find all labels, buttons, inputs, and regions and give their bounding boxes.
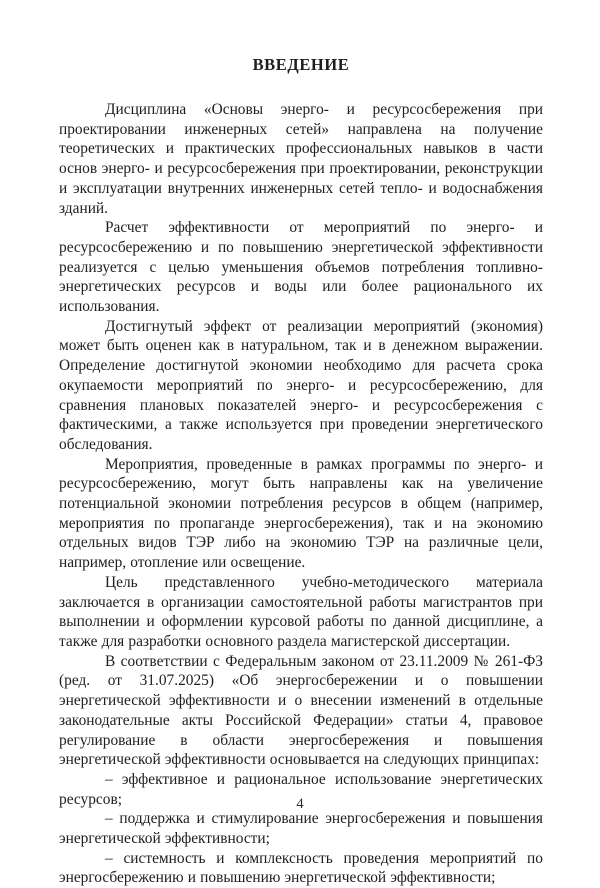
document-body (59, 100, 543, 888)
paragraph-federal-law: В соответствии с Федеральным законом от 23.11.2009 № 261-ФЗ (ред. от 31.07.2025) «Об энергосбережении и о повышении энергетической эффективности и о внесении изменений в отдельные законодательные акты Российской Федерации» статьи 4, правовое регулирование в области энергосбережения и повышения энергетической эффективности основывается на следующих принципах: (59, 652, 543, 769)
paragraph-achieved-effect: Достигнутый эффект от реализации мероприятий (экономия) может быть оценен как в натуральном, так и в денежном выражении. Определение достигнутой экономии необходимо для расчета срока окупаемости мероприятий по энерго- и ресурсосбережению, для сравнения плановых показателей энерго- и ресурсосбережения с фактическими, а также используется при проведении энергетического обследования. (59, 317, 543, 453)
list-item-principle-2: – поддержка и стимулирование энергосбережения и повышения энергетической эффективности; (59, 810, 543, 848)
paragraph-goal: Цель представленного учебно-методического материала заключается в организации самостоятельной работы магистрантов при выполнении и оформлении курсовой работы по данной дисциплине, а также для разработки основного раздела магистерской диссертации. (59, 573, 543, 650)
paragraph-discipline: Дисциплина «Основы энерго- и ресурсосбережения при проектировании инженерных сетей» направлена на получение теоретических и практических профессиональных навыков в части основ энерго- и ресурсосбережения при проектировании, реконструкции и эксплуатации внутренних инженерных сетей тепло- и водоснабжения зданий. (59, 101, 543, 217)
paragraph-efficiency-calc: Расчет эффективности от мероприятий по энерго- и ресурсосбережению и по повышению энергетической эффективности реализуется с целью уменьшения объемов потребления топливно-энергетических ресурсов и воды или более рационального их использования. (59, 219, 543, 316)
list-item-principle-3: – системность и комплексность проведения мероприятий по энергосбережению и повышению энергетической эффективности; (59, 849, 543, 887)
page-title: ВВЕДЕНИЕ (252, 55, 350, 74)
page-number: 4 (296, 796, 304, 812)
list-item-principle-1: – эффективное и рациональное использование энергетических ресурсов; (59, 770, 543, 808)
paragraph-program-measures: Мероприятия, проведенные в рамках программы по энерго- и ресурсосбережению, могут быть направлены как на увеличение потенциальной экономии потребления ресурсов в общем (например, мероприятия по пропаганде энергосбережения), так и на экономию отдельных видов ТЭР либо на экономию ТЭР на различные цели, например, отопление или освещение. (59, 455, 543, 572)
